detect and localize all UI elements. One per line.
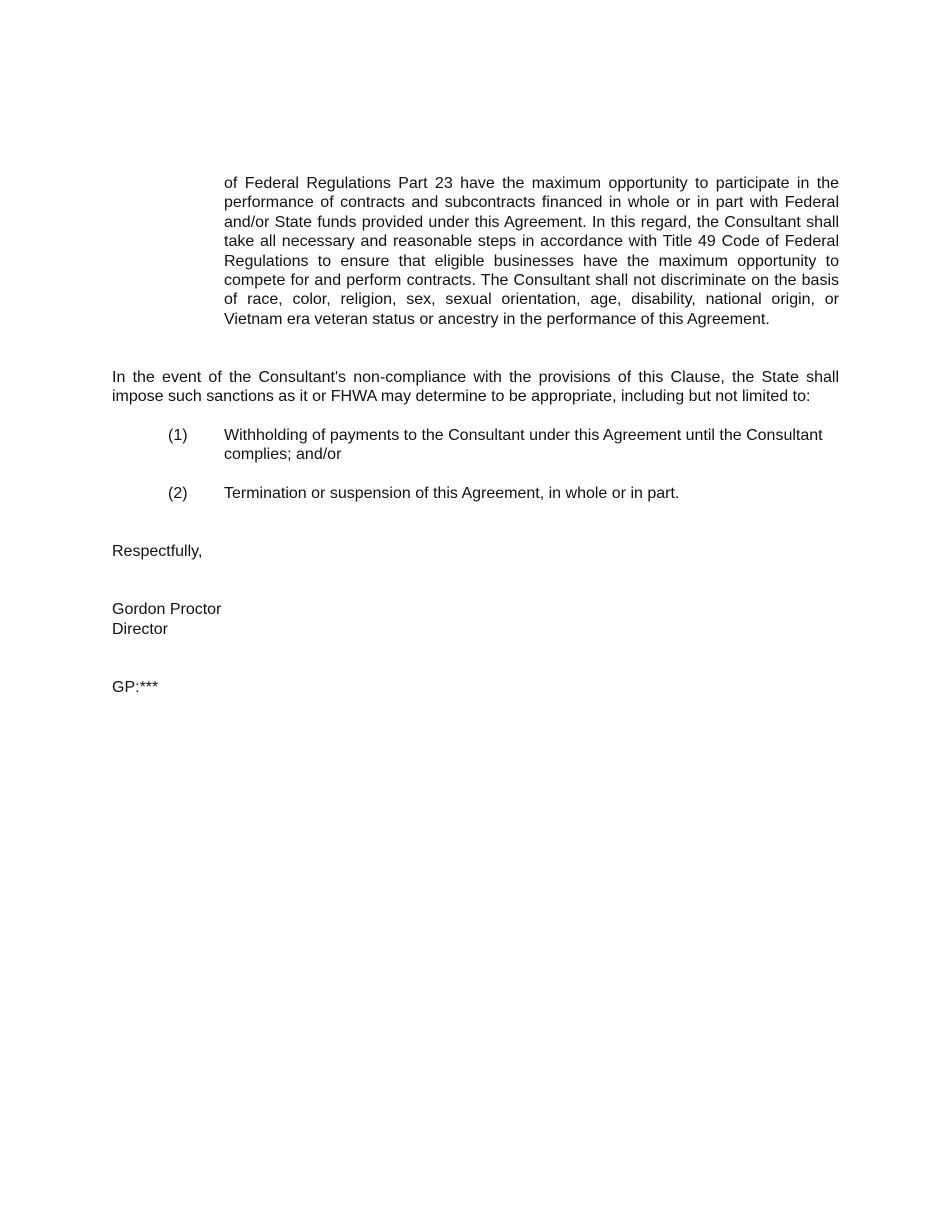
continued-paragraph: of Federal Regulations Part 23 have the maximum opportunity to participate in the performance of contracts and subcontracts financed in whole or in part with Federal and/or State funds provided under this Agreement. In this regard, the Consultant shall take all necessary and reasonable steps in accordance with Title 49 Code of Federal Regulations to ensure that eligible businesses have the maximum opportunity to compete for and perform contracts. The Consultant shall not discriminate on the basis of race, color, religion, sex, sexual orientation, age, disability, national origin, or Vietnam era veteran status or ancestry in the performance of this Agreement. (224, 175, 839, 328)
list-item-text: Termination or suspension of this Agreement, in whole or in part. (224, 485, 680, 502)
list-item-number: (1) (168, 427, 188, 444)
closing-salutation: Respectfully, (112, 543, 203, 560)
list-item-number: (2) (168, 485, 188, 502)
signatory-title: Director (112, 621, 169, 638)
signatory-name: Gordon Proctor (112, 601, 222, 618)
reference-initials: GP:*** (112, 679, 159, 696)
sanctions-paragraph: In the event of the Consultant's non-compliance with the provisions of this Clause, the State shall impose such sanctions as it or FHWA may determine to be appropriate, including but not limited to: (112, 369, 839, 406)
list-item-text: Withholding of payments to the Consultant under this Agreement until the Consultant complies; and/or (224, 427, 823, 464)
